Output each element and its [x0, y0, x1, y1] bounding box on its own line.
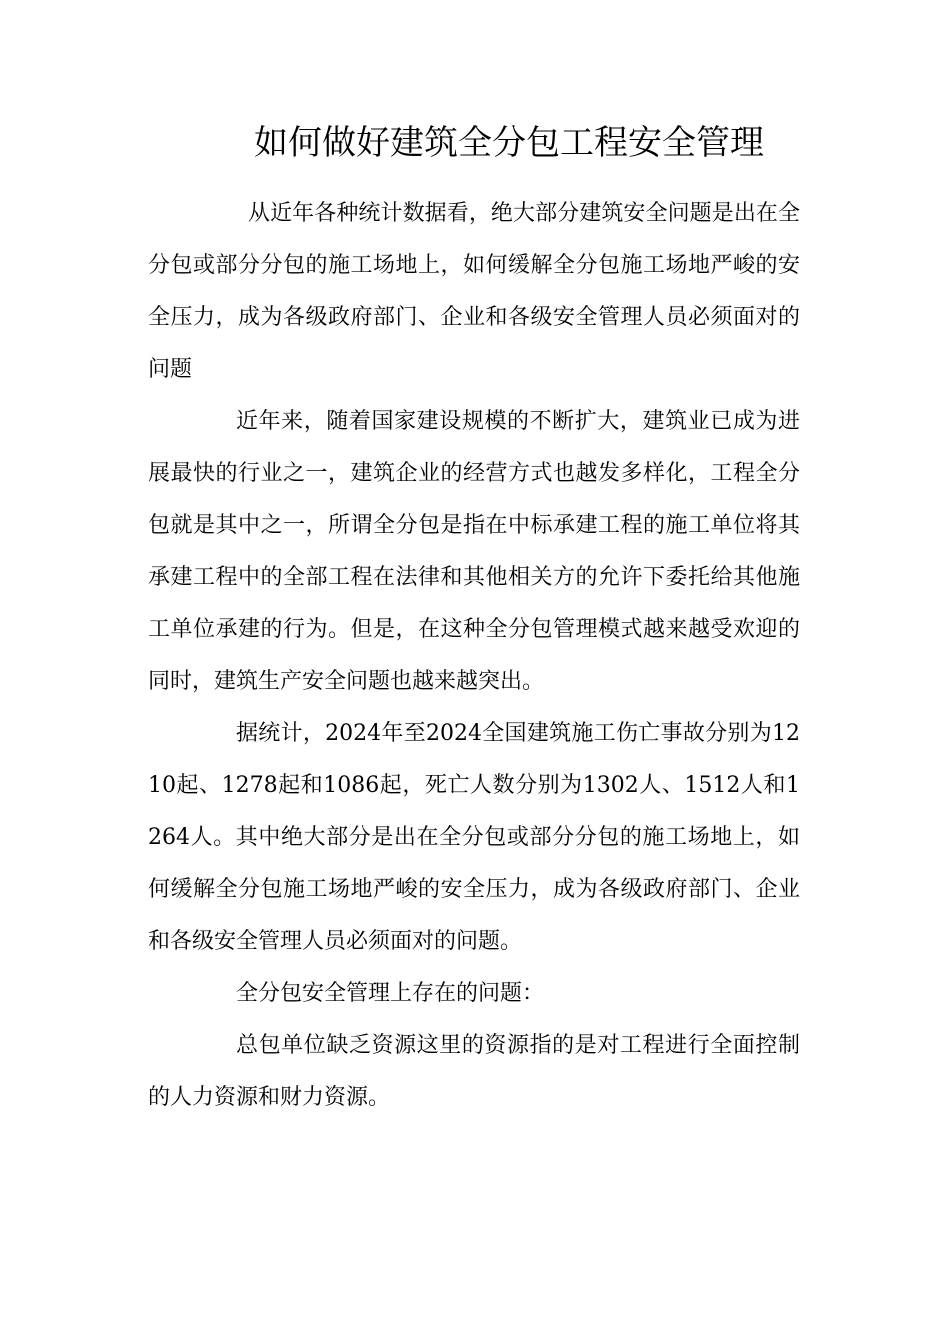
paragraph-4: 全分包安全管理上存在的问题： — [236, 981, 545, 1006]
document-title: 如何做好建筑全分包工程安全管理 — [254, 123, 764, 163]
paragraph-1: 从近年各种统计数据看，绝大部分建筑安全问题是出在全分包或部分分包的施工场地上，如何缓解全分包施工场地严峻的安全压力，成为各级政府部门、企业和各级安全管理人员必须面对的问题 — [148, 201, 800, 382]
paragraph-2: 近年来，随着国家建设规模的不断扩大，建筑业已成为进展最快的行业之一，建筑企业的经营方式也越发多样化，工程全分包就是其中之一，所谓全分包是指在中标承建工程的施工单位将其承建工程中的全部工程在法律和其他相关方的允许下委托给其他施工单位承建的行为。但是，在这种全分包管理模式越来越受欢迎的同时，建筑生产安全问题也越来越突出。 — [148, 409, 800, 694]
document-body — [148, 188, 800, 1124]
paragraph-3: 据统计，2024年至2024全国建筑施工伤亡事故分别为1210起、1278起和1086起，死亡人数分别为1302人、1512人和1264人。其中绝大部分是出在全分包或部分分包的施工场地上，如何缓解全分包施工场地严峻的安全压力，成为各级政府部门、企业和各级安全管理人员必须面对的问题。 — [148, 721, 800, 954]
paragraph-5: 总包单位缺乏资源这里的资源指的是对工程进行全面控制的人力资源和财力资源。 — [148, 1033, 800, 1110]
